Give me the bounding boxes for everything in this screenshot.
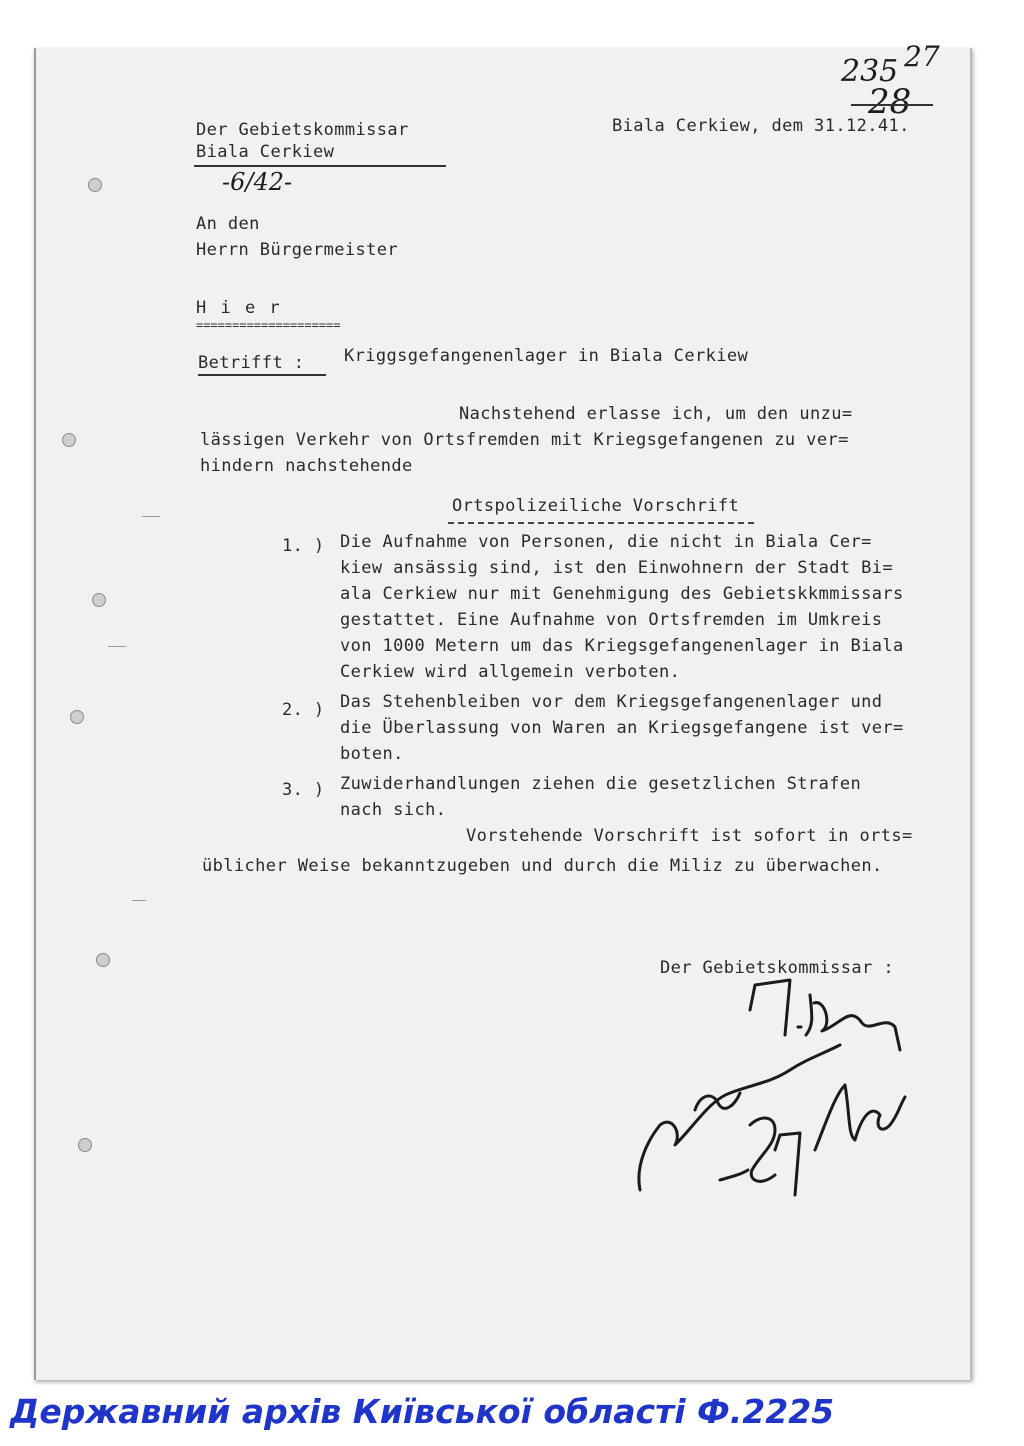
item-1-line: Cerkiew wird allgemein verboten. [340, 662, 681, 682]
punch-hole [88, 178, 102, 192]
margin-tick [132, 900, 146, 901]
punch-hole [78, 1138, 92, 1152]
item-1-line: ala Cerkiew nur mit Genehmigung des Gebietskkmmissars [340, 584, 904, 604]
item-3-line: nach sich. [340, 800, 447, 820]
handwritten-signature [600, 965, 930, 1210]
item-3-number: 3. ) [282, 780, 325, 800]
margin-tick [142, 516, 160, 517]
file-reference: -6/42- [222, 168, 293, 196]
subject-text: Kriggsgefangenenlager in Biala Cerkiew [344, 346, 749, 366]
archive-number-top: 235 [841, 54, 899, 89]
regulation-heading: Ortspolizeiliche Vorschrift [452, 496, 740, 516]
intro-line-2: lässigen Verkehr von Ortsfremden mit Kriegsgefangenen zu ver= [200, 430, 849, 450]
item-1-number: 1. ) [282, 536, 325, 556]
archive-number-corrected: 27 [904, 40, 940, 73]
item-2-line: die Überlassung von Waren an Kriegsgefangene ist ver= [340, 718, 904, 738]
closing-line-1: Vorstehende Vorschrift ist sofort in orts= [466, 826, 913, 846]
signature-title: Der Gebietskommissar : [660, 958, 894, 978]
item-1-line: Die Aufnahme von Personen, die nicht in Biala Cer= [340, 532, 872, 552]
intro-line-3: hindern nachstehende [200, 456, 413, 476]
item-2-line: Das Stehenbleiben vor dem Kriegsgefangenenlager und [340, 692, 883, 712]
margin-tick [108, 646, 126, 647]
archive-caption: Державний архів Київської області Ф.2225 [10, 1392, 835, 1431]
subject-label-underline [198, 374, 326, 376]
item-2-line: boten. [340, 744, 404, 764]
sender-underline [194, 165, 446, 167]
punch-hole [70, 710, 84, 724]
sender-city: Biala Cerkiew [196, 142, 335, 162]
regulation-heading-underline [448, 522, 754, 524]
location-hier: H i e r [196, 298, 282, 318]
item-3-line: Zuwiderhandlungen ziehen die gesetzlichen Strafen [340, 774, 862, 794]
item-2-number: 2. ) [282, 700, 325, 720]
archive-strike [851, 104, 933, 106]
archive-number-bottom: 28 [868, 82, 912, 122]
punch-hole [96, 953, 110, 967]
item-1-line: gestattet. Eine Aufnahme von Ortsfremden im Umkreis [340, 610, 883, 630]
recipient-line1: An den [196, 214, 260, 234]
recipient-line2: Herrn Bürgermeister [196, 240, 399, 260]
punch-hole [92, 593, 106, 607]
item-1-line: von 1000 Metern um das Kriegsgefangenenlager in Biala [340, 636, 904, 656]
place-date: Biala Cerkiew, dem 31.12.41. [612, 116, 910, 136]
item-1-line: kiew ansässig sind, ist den Einwohnern der Stadt Bi= [340, 558, 894, 578]
punch-hole [62, 433, 76, 447]
closing-line-2: üblicher Weise bekanntzugeben und durch die Miliz zu überwachen. [202, 856, 883, 876]
subject-label: Betrifft : [198, 353, 305, 373]
sender-title: Der Gebietskommissar [196, 120, 409, 140]
intro-line-1: Nachstehend erlasse ich, um den unzu= [459, 404, 853, 424]
location-underline: ==================== [196, 318, 341, 332]
